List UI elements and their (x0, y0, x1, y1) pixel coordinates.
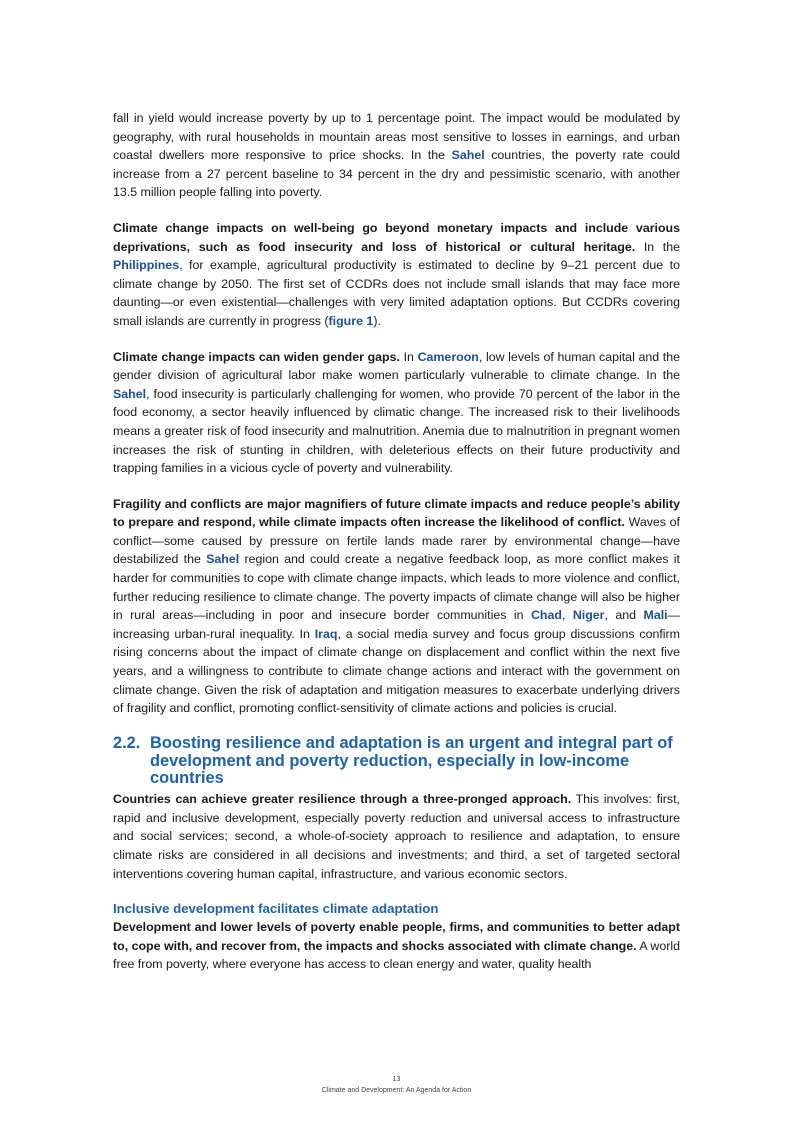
country-link-sahel[interactable]: Sahel (451, 148, 485, 163)
text: In the (635, 239, 680, 254)
text: , low levels of human capital and the gender division of agricultural labor make women particularly vulnerable to climate change. In the (113, 349, 680, 383)
paragraph-three-pronged (113, 790, 680, 883)
text: —increasing urban-rural inequality. In (113, 608, 680, 641)
lead-sentence: Climate change impacts can widen gender gaps. (113, 349, 400, 364)
text: , and (604, 608, 644, 623)
figure-link[interactable]: figure 1 (328, 313, 374, 328)
subheading: Inclusive development facilitates climate adaptation (113, 901, 439, 917)
lead-sentence: Climate change impacts on well-being go beyond monetary impacts and include various deprivations, such as food insecurity and loss of historical or cultural heritage. (113, 220, 680, 254)
text: region and could create a negative feedback loop, as more conflict makes it harder for communities to cope with climate change impacts, which leads to more violence and conflict, further reducing resilience to climate change. The poverty impacts of climate change will also be higher in rural areas—including in poor and insecure border communities in (113, 552, 680, 623)
section-title: Boosting resilience and adaptation is an urgent and integral part of development and poverty reduction, especially in low-income countries (150, 733, 673, 788)
text: A world free from poverty, where everyone has access to clean energy and water, quality health (113, 938, 680, 972)
text: This involves: first, rapid and inclusive development, especially poverty reduction and universal access to infrastructure and social services; second, a whole-of-society approach to resilience and adaptation, to ensure climate risks are considered in all decisions and investments; and third, a set of targeted sectoral interventions covering human capital, infrastructure, and various economic sectors. (113, 792, 680, 881)
footer-title: Climate and Development: An Agenda for Action (321, 1087, 472, 1094)
lead-sentence: Fragility and conflicts are major magnifiers of future climate impacts and reduce people’s ability to prepare and respond, while climate impacts often increase the likelihood of conflict. (113, 496, 680, 530)
country-link-iraq[interactable]: Iraq (314, 626, 338, 641)
text: , a social media survey and focus group discussions confirm rising concerns about the impact of climate change on displacement and conflict within the next five years, and a willingness to contribute to climate change actions and interact with the government on climate change. Given the risk of adaptation and mitigation measures to exacerbate underlying drivers of fragility and conflict, promoting conflict-sensitivity of climate actions and policies is crucial. (113, 626, 680, 716)
text: countries, the poverty rate could increase from a 27 percent baseline to 34 percent in the dry and pessimistic scenario, with another 13.5 million people falling into poverty. (113, 148, 680, 200)
text: , food insecurity is particularly challenging for women, who provide 70 percent of the labor in the food economy, a sector heavily influenced by climatic change. The increased risk to their livelihoods means a greater risk of food insecurity and malnutrition. Anemia due to malnutrition in pregnant women increases the risk of stunting in children, with deleterious effects on their future productivity and trapping families in a vicious cycle of poverty and vulnerability. (113, 386, 680, 476)
paragraph-wellbeing (113, 219, 680, 331)
country-link-cameroon[interactable]: Cameroon (417, 349, 479, 364)
text: , for example, agricultural productivity is estimated to decline by 9–21 percent due to climate change by 2050. The first set of CCDRs does not include small islands that may face more daunting—or even existential—challenges with very limited adaptation options. But CCDRs covering small islands are currently in progress ( (113, 258, 680, 328)
paragraph-gender (113, 348, 680, 478)
country-link-mali[interactable]: Mali (643, 608, 668, 623)
lead-sentence: Development and lower levels of poverty enable people, firms, and communities to better adapt to, cope with, and recover from, the impacts and shocks associated with climate change. (113, 920, 680, 953)
country-link-niger[interactable]: Niger (572, 608, 605, 623)
text: In (399, 349, 418, 364)
page-number: 13 (392, 1076, 401, 1083)
text: , (561, 608, 573, 623)
page-content (113, 109, 680, 991)
country-link-sahel[interactable]: Sahel (206, 552, 240, 567)
section-number: 2.2. (113, 733, 141, 752)
lead-sentence: Countries can achieve greater resilience through a three-pronged approach. (113, 792, 572, 807)
paragraph-poverty-yield (113, 109, 680, 202)
text: ). (373, 313, 381, 328)
country-link-philippines[interactable]: Philippines (113, 258, 180, 273)
section-heading (113, 735, 680, 788)
text: fall in yield would increase poverty by up to 1 percentage point. The impact would be modulated by geography, with rural households in mountain areas most sensitive to losses in earnings, and urban coastal dwellers more responsive to price shocks. In the (113, 111, 680, 163)
country-link-sahel[interactable]: Sahel (113, 386, 147, 401)
text: Waves of conflict—some caused by pressure on fertile lands made rarer by environmental change—have destabilized the (113, 515, 680, 567)
paragraph-fragility (113, 495, 680, 718)
paragraph-inclusive-development (113, 918, 680, 974)
country-link-chad[interactable]: Chad (530, 608, 562, 623)
